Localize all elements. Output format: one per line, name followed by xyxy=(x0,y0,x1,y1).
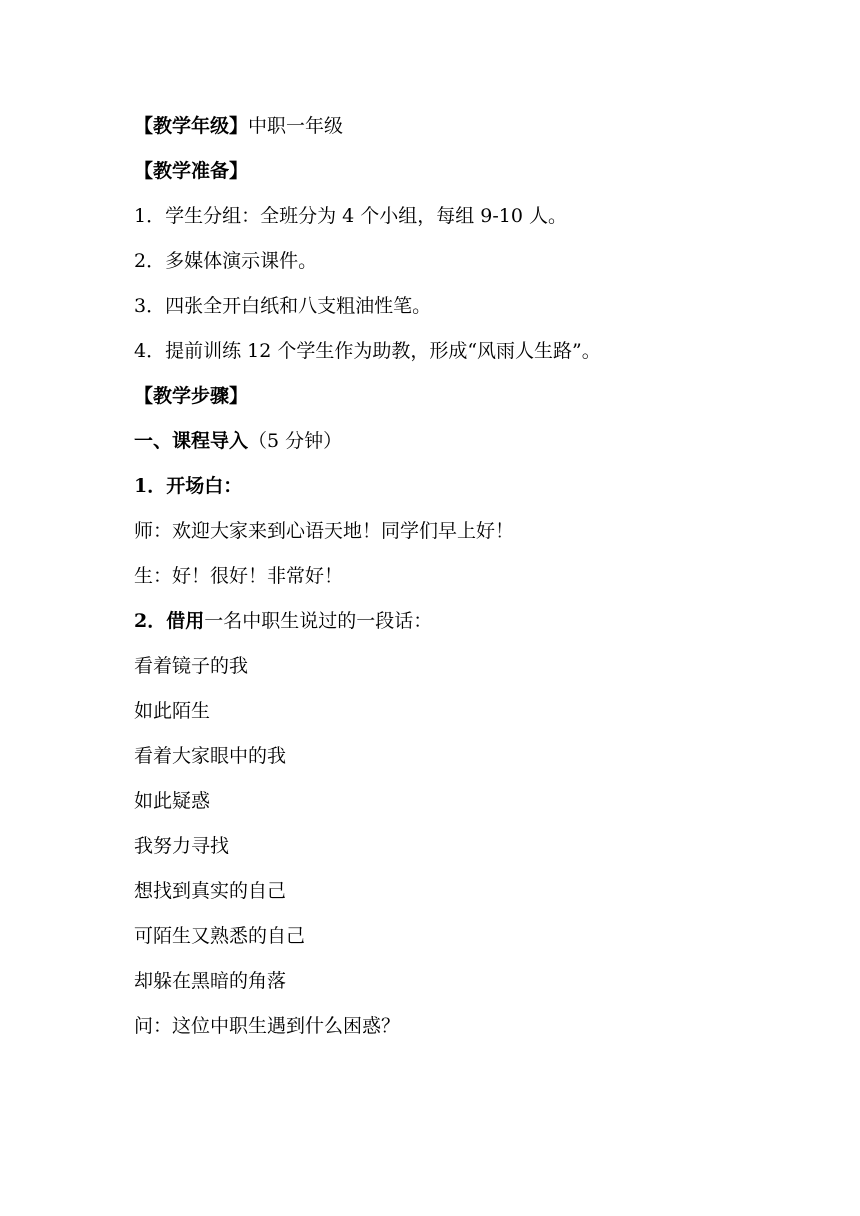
borrow-text: 一名中职生说过的一段话： xyxy=(204,610,433,632)
section-intro-line xyxy=(134,426,774,471)
poem-line: 可陌生又熟悉的自己 xyxy=(134,925,306,947)
preparation-heading: 【教学准备】 xyxy=(134,160,249,182)
borrow-title: 2．借用 xyxy=(134,610,205,632)
section-intro-title: 一、课程导入 xyxy=(134,430,249,452)
poem-line: 看着镜子的我 xyxy=(134,655,249,677)
section-intro-duration: （5 分钟） xyxy=(248,430,343,452)
poem-line: 想找到真实的自己 xyxy=(134,880,287,902)
document-content xyxy=(134,111,774,1056)
grade-label: 【教学年级】 xyxy=(134,115,249,137)
students-line: 生：好！很好！非常好！ xyxy=(134,565,344,587)
teacher-line: 师：欢迎大家来到心语天地！同学们早上好！ xyxy=(134,520,515,542)
preparation-item: 2．多媒体演示课件。 xyxy=(134,250,318,272)
poem-line: 我努力寻找 xyxy=(134,835,230,857)
grade-value: 中职一年级 xyxy=(248,115,344,137)
question-line: 问：这位中职生遇到什么困惑？ xyxy=(134,1015,401,1037)
opening-title: 1．开场白： xyxy=(134,475,243,497)
poem-line: 看着大家眼中的我 xyxy=(134,745,287,767)
borrow-line xyxy=(134,606,774,651)
preparation-item: 4．提前训练 12 个学生作为助教，形成“风雨人生路”。 xyxy=(134,340,601,362)
poem-line: 如此疑惑 xyxy=(134,790,211,812)
grade-line xyxy=(134,111,774,156)
preparation-item: 1．学生分组：全班分为 4 个小组，每组 9-10 人。 xyxy=(134,205,568,227)
preparation-item: 3．四张全开白纸和八支粗油性笔。 xyxy=(134,295,432,317)
poem-line: 如此陌生 xyxy=(134,700,211,722)
poem-line: 却躲在黑暗的角落 xyxy=(134,970,287,992)
steps-heading: 【教学步骤】 xyxy=(134,385,249,407)
